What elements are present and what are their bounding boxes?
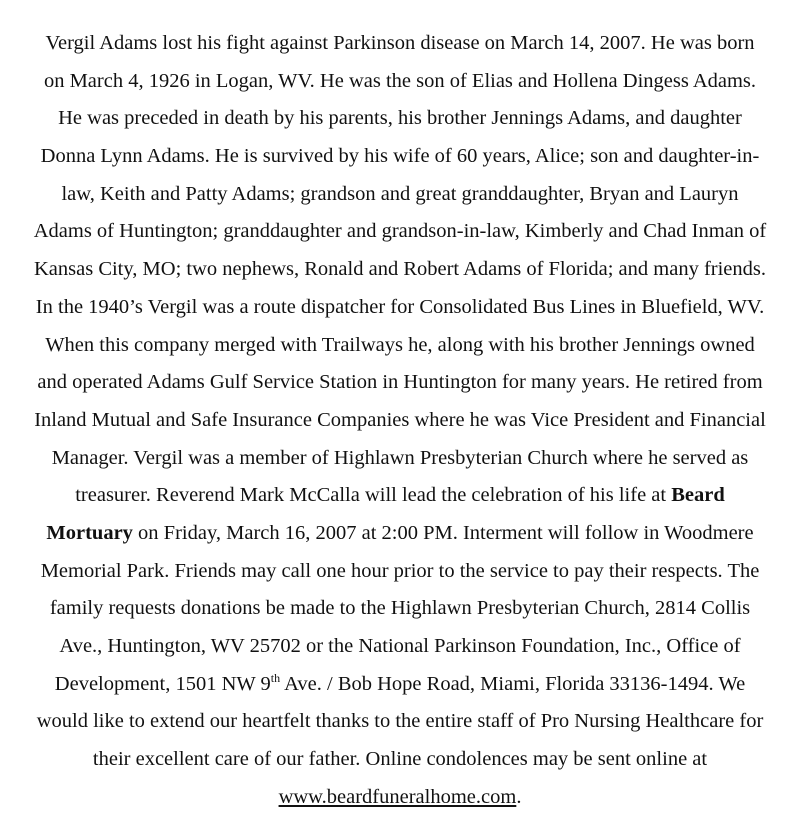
text-line (0, 477, 800, 515)
text-line (0, 779, 800, 816)
text-line: Adams of Huntington; granddaughter and grandson-in-law, Kimberly and Chad Inman of (33, 220, 767, 243)
text-line: Donna Lynn Adams. He is survived by his wife of 60 years, Alice; son and daughter-in- (40, 145, 760, 168)
text-line: In the 1940’s Vergil was a route dispatcher for Consolidated Bus Lines in Bluefield, WV. (35, 295, 765, 318)
text-segment: . (516, 785, 522, 808)
text-line: He was preceded in death by his parents, his brother Jennings Adams, and daughter (58, 107, 742, 130)
text-line: and operated Adams Gulf Service Station in Huntington for many years. He retired from (37, 371, 763, 394)
text-line: on March 4, 1926 in Logan, WV. He was the son of Elias and Hollena Dingess Adams. (43, 69, 757, 92)
text-segment: Ave. / Bob Hope Road, Miami, Florida 33136-1494. We (280, 672, 746, 695)
text-segment: on Friday, March 16, 2007 at 2:00 PM. Interment will follow in Woodmere (132, 521, 754, 544)
ordinal-suffix: th (270, 670, 281, 685)
text-segment: treasurer. Reverend Mark McCalla will lead the celebration of his life at (75, 484, 672, 507)
text-line: Ave., Huntington, WV 25702 or the National Parkinson Foundation, Inc., Office of (59, 635, 741, 657)
website-link[interactable]: www.beardfuneralhome.com (278, 785, 517, 808)
mortuary-name-part: Beard (671, 484, 725, 507)
text-line: would like to extend our heartfelt thanks to the entire staff of Pro Nursing Healthcare for (36, 710, 764, 733)
text-line: When this company merged with Trailways he, along with his brother Jennings owned (45, 333, 755, 356)
mortuary-name-part: Mortuary (46, 521, 133, 544)
text-line: Manager. Vergil was a member of Highlawn Presbyterian Church where he served as (51, 446, 749, 469)
text-segment: Development, 1501 NW 9 (54, 672, 271, 695)
text-line: Vergil Adams lost his fight against Parkinson disease on March 14, 2007. He was born (45, 32, 755, 54)
text-line: their excellent care of our father. Online condolences may be sent online at (92, 748, 708, 771)
text-line: family requests donations be made to the Highlawn Presbyterian Church, 2814 Collis (49, 597, 751, 620)
text-line (0, 666, 800, 704)
text-line: law, Keith and Patty Adams; grandson and great granddaughter, Bryan and Lauryn (61, 182, 739, 205)
text-line (0, 515, 800, 553)
obituary-text (0, 25, 800, 816)
text-line: Inland Mutual and Safe Insurance Companies where he was Vice President and Financial (34, 408, 766, 431)
text-line: Kansas City, MO; two nephews, Ronald and Robert Adams of Florida; and many friends. (33, 258, 766, 281)
text-line: Memorial Park. Friends may call one hour prior to the service to pay their respects. The (40, 559, 760, 582)
